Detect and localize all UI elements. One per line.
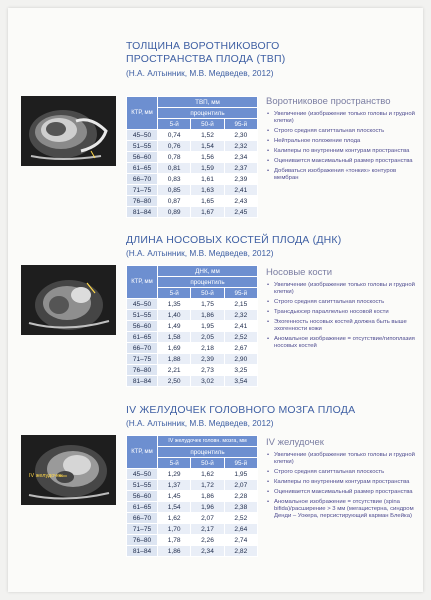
nt-table: [126, 96, 258, 218]
cell: 3,02: [191, 376, 224, 387]
cell: 2,05: [191, 332, 224, 343]
column-header-crl: КТР, мм: [127, 266, 158, 299]
list-item: • Нейтральное положение плода: [266, 138, 416, 145]
cell: 71–75: [127, 524, 158, 535]
notes-title: Носовые кости: [266, 267, 333, 278]
cell: 2,41: [224, 321, 257, 332]
cell: 56–60: [127, 152, 158, 163]
table-row: [127, 524, 258, 535]
nbl-table: [126, 265, 258, 387]
cell: 2,37: [224, 163, 257, 174]
cell: 76–80: [127, 535, 158, 546]
cell: 1,95: [191, 321, 224, 332]
cell: 1,62: [158, 513, 191, 524]
section-authors: (Н.А. Алтынник, М.В. Медведев, 2012): [126, 248, 274, 258]
list-item: • Строго средняя сагиттальная плоскость: [266, 469, 416, 476]
cell: 2,07: [191, 513, 224, 524]
cell: 0,76: [158, 141, 191, 152]
table-row: [127, 174, 258, 185]
list-item: • Строго средняя сагиттальная плоскость: [266, 299, 416, 306]
section-authors: (Н.А. Алтынник, М.В. Медведев, 2012): [126, 418, 274, 428]
cell: 1,61: [191, 174, 224, 185]
cell: 1,86: [158, 546, 191, 557]
list-item: • Увеличение (изображение только головы и грудной клетки): [266, 111, 416, 125]
cell: 1,35: [158, 299, 191, 310]
cell: 1,70: [158, 524, 191, 535]
notes-title: Воротниковое пространство: [266, 96, 391, 107]
cell: 45–50: [127, 299, 158, 310]
cell: 2,64: [224, 524, 257, 535]
table-row: [127, 163, 258, 174]
cell: 1,40: [158, 310, 191, 321]
percentile-95: 95-й: [224, 288, 257, 299]
ultrasound-drawing: [21, 435, 116, 505]
cell: 3,54: [224, 376, 257, 387]
cell: 2,38: [224, 502, 257, 513]
list-item: • Оценивается максимальный размер пространства: [266, 158, 416, 165]
cell: 1,69: [158, 343, 191, 354]
cell: 2,15: [224, 299, 257, 310]
cell: 0,85: [158, 185, 191, 196]
cell: 1,65: [191, 196, 224, 207]
table-row: [127, 152, 258, 163]
table-row: [127, 299, 258, 310]
cell: 51–55: [127, 310, 158, 321]
cell: 66–70: [127, 174, 158, 185]
table-row: [127, 535, 258, 546]
cell: 51–55: [127, 480, 158, 491]
table-row: [127, 365, 258, 376]
table-row: [127, 491, 258, 502]
cell: 0,83: [158, 174, 191, 185]
cell: 1,56: [191, 152, 224, 163]
column-header-crl: КТР, мм: [127, 436, 158, 469]
cell: 76–80: [127, 365, 158, 376]
table-row: [127, 321, 258, 332]
cell: 61–65: [127, 332, 158, 343]
percentile-5: 5-й: [158, 119, 191, 130]
cell: 1,86: [191, 310, 224, 321]
cell: 1,52: [191, 130, 224, 141]
column-header-percentile: процентиль: [158, 277, 258, 288]
cell: 61–65: [127, 163, 158, 174]
list-item: • Эхогенность носовых костей должна быть выше эхогенности кожи: [266, 319, 416, 333]
cell: 71–75: [127, 354, 158, 365]
cell: 0,87: [158, 196, 191, 207]
table-row: [127, 502, 258, 513]
cell: 2,52: [224, 513, 257, 524]
notes-block: [266, 96, 416, 185]
column-header-measure: ТВП, мм: [158, 97, 258, 108]
list-item: • Калиперы по внутренним контурам пространства: [266, 479, 416, 486]
cell: 66–70: [127, 343, 158, 354]
percentile-5: 5-й: [158, 288, 191, 299]
cell: 1,88: [158, 354, 191, 365]
section-authors: (Н.А. Алтынник, М.В. Медведев, 2012): [126, 68, 274, 78]
list-item: • Увеличение (изображение только головы и грудной клетки): [266, 282, 416, 296]
cell: 2,73: [191, 365, 224, 376]
cell: 56–60: [127, 321, 158, 332]
document-page: [8, 8, 423, 592]
cell: 2,50: [158, 376, 191, 387]
cell: 1,72: [191, 480, 224, 491]
ultrasound-drawing: [21, 96, 116, 166]
ultrasound-image: [21, 96, 116, 166]
cell: 81–84: [127, 546, 158, 557]
cell: 1,59: [191, 163, 224, 174]
cell: 0,74: [158, 130, 191, 141]
list-item: • Трансдьюсер параллельно носовой кости: [266, 309, 416, 316]
table-row: [127, 141, 258, 152]
list-item: • Строго средняя сагиттальная плоскость: [266, 128, 416, 135]
table-row: [127, 185, 258, 196]
table-row: [127, 310, 258, 321]
cell: 2,74: [224, 535, 257, 546]
cell: 51–55: [127, 141, 158, 152]
cell: 1,96: [191, 502, 224, 513]
list-item: • Оценивается максимальный размер пространства: [266, 489, 416, 496]
cell: 1,37: [158, 480, 191, 491]
cell: 2,43: [224, 196, 257, 207]
table-row: [127, 376, 258, 387]
cell: 76–80: [127, 196, 158, 207]
cell: 2,67: [224, 343, 257, 354]
list-item: • Аномальное изображение = отсутствие/гипоплазия носовых костей: [266, 336, 416, 350]
section-title-line-1: IV ЖЕЛУДОЧЕК ГОЛОВНОГО МОЗГА ПЛОДА: [126, 404, 356, 416]
fourth-ventricle-table: [126, 435, 258, 557]
cell: 1,29: [158, 469, 191, 480]
table-row: [127, 130, 258, 141]
cell: 0,89: [158, 207, 191, 218]
cell: 81–84: [127, 207, 158, 218]
cell: 1,62: [191, 469, 224, 480]
column-header-measure: IV желудочек головн. мозга, мм: [158, 436, 258, 447]
cell: 66–70: [127, 513, 158, 524]
cell: 2,52: [224, 332, 257, 343]
cell: 1,67: [191, 207, 224, 218]
cell: 2,41: [224, 185, 257, 196]
notes-block: [266, 437, 416, 523]
list-item: • Калиперы по внутренним контурам пространства: [266, 148, 416, 155]
cell: 2,28: [224, 491, 257, 502]
notes-list: [266, 452, 416, 520]
cell: 2,21: [158, 365, 191, 376]
cell: 2,39: [224, 174, 257, 185]
cell: 2,39: [191, 354, 224, 365]
list-item: • Аномальное изображение = отсутствие (spina bifida)/расширение > 3 мм (мегацистерна, синдром Денди – Уокера, персистирующий карман Блейка): [266, 499, 416, 520]
cell: 81–84: [127, 376, 158, 387]
cell: 2,34: [191, 546, 224, 557]
column-header-measure: ДНК, мм: [158, 266, 258, 277]
column-header-crl: КТР, мм: [127, 97, 158, 130]
cell: 2,18: [191, 343, 224, 354]
cell: 1,49: [158, 321, 191, 332]
cell: 2,82: [224, 546, 257, 557]
table-row: [127, 469, 258, 480]
notes-title: IV желудочек: [266, 437, 324, 448]
cell: 2,32: [224, 310, 257, 321]
ultrasound-image: [21, 265, 116, 335]
cell: 1,54: [191, 141, 224, 152]
table-row: [127, 343, 258, 354]
cell: 1,63: [191, 185, 224, 196]
section-title-line-1: ТОЛЩИНА ВОРОТНИКОВОГО: [126, 40, 280, 52]
column-header-percentile: процентиль: [158, 108, 258, 119]
notes-list: [266, 282, 416, 350]
cell: 61–65: [127, 502, 158, 513]
section-title-line-2: ПРОСТРАНСТВА ПЛОДА (ТВП): [126, 53, 286, 65]
cell: 1,58: [158, 332, 191, 343]
cell: 2,17: [191, 524, 224, 535]
table-row: [127, 480, 258, 491]
cell: 0,81: [158, 163, 191, 174]
ultrasound-drawing: [21, 265, 116, 335]
percentile-95: 95-й: [224, 458, 257, 469]
percentile-5: 5-й: [158, 458, 191, 469]
table-row: [127, 332, 258, 343]
list-item: • Добиваться изображения «тонких» контуров мембран: [266, 168, 416, 182]
ventricle-label: IV желудочек: [29, 473, 63, 479]
table-row: [127, 196, 258, 207]
cell: 1,45: [158, 491, 191, 502]
cell: 45–50: [127, 469, 158, 480]
cell: 71–75: [127, 185, 158, 196]
percentile-50: 50-й: [191, 119, 224, 130]
cell: 2,34: [224, 152, 257, 163]
cell: 1,78: [158, 535, 191, 546]
cell: 2,45: [224, 207, 257, 218]
percentile-50: 50-й: [191, 458, 224, 469]
cell: 2,90: [224, 354, 257, 365]
cell: 45–50: [127, 130, 158, 141]
ultrasound-image: [21, 435, 116, 505]
notes-block: [266, 267, 416, 353]
column-header-percentile: процентиль: [158, 447, 258, 458]
list-item: • Увеличение (изображение только головы и грудной клетки): [266, 452, 416, 466]
cell: 1,54: [158, 502, 191, 513]
cell: 1,75: [191, 299, 224, 310]
table-row: [127, 207, 258, 218]
cell: 1,86: [191, 491, 224, 502]
percentile-95: 95-й: [224, 119, 257, 130]
percentile-50: 50-й: [191, 288, 224, 299]
cell: 0,78: [158, 152, 191, 163]
cell: 56–60: [127, 491, 158, 502]
notes-list: [266, 111, 416, 182]
cell: 2,30: [224, 130, 257, 141]
table-row: [127, 354, 258, 365]
section-title-line-1: ДЛИНА НОСОВЫХ КОСТЕЙ ПЛОДА (ДНК): [126, 234, 342, 246]
cell: 2,07: [224, 480, 257, 491]
cell: 2,26: [191, 535, 224, 546]
cell: 2,32: [224, 141, 257, 152]
cell: 1,95: [224, 469, 257, 480]
cell: 3,25: [224, 365, 257, 376]
table-row: [127, 546, 258, 557]
table-row: [127, 513, 258, 524]
